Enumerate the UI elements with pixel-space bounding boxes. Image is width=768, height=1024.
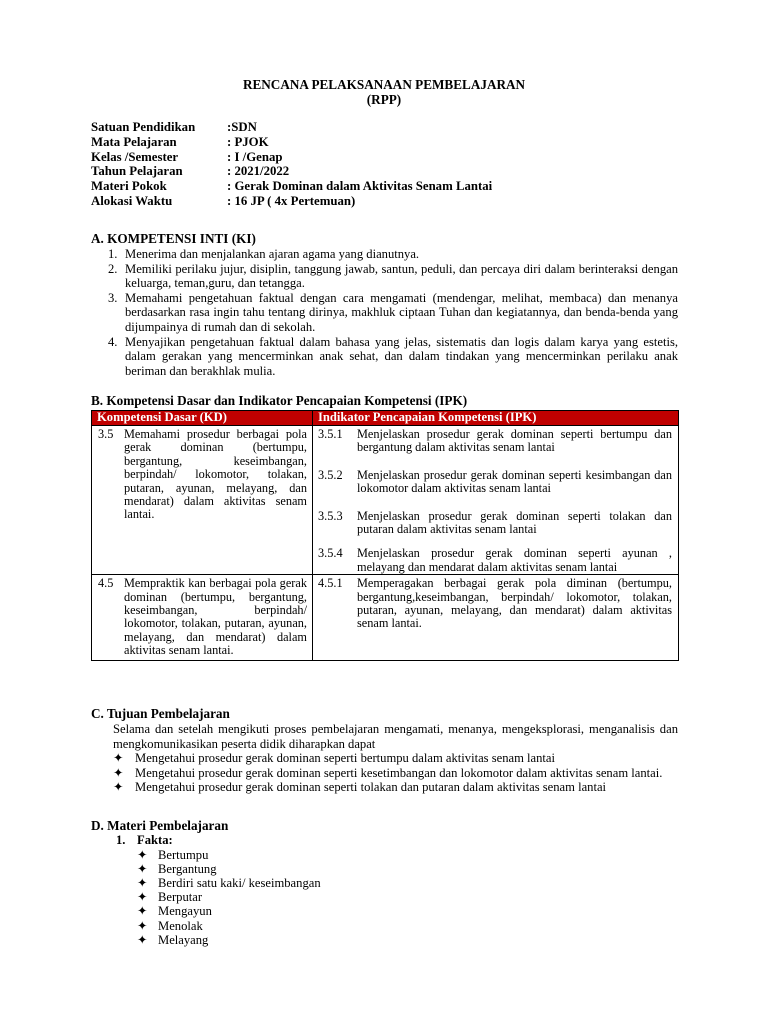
bullet-star-icon: ✦	[113, 765, 124, 780]
ipk-text: Menjelaskan prosedur gerak dominan seperti tolakan dan putaran dalam aktivitas senam lantai	[357, 508, 672, 537]
section-c-heading: C. Tujuan Pembelajaran	[91, 706, 230, 721]
ipk-item	[318, 510, 672, 537]
list-text: Bertumpu	[158, 847, 209, 862]
ipk-text: Menjelaskan prosedur gerak dominan seperti ayunan , melayang dan mendarat dalam aktivitas senam lantai	[357, 546, 672, 574]
list-item	[108, 247, 678, 262]
table-row	[92, 426, 679, 575]
list-item	[137, 848, 321, 862]
kd-number: 3.5	[98, 427, 114, 441]
kd-cell	[92, 426, 313, 575]
document-title: RENCANA PELAKSANAAN PEMBELAJARAN	[242, 77, 526, 92]
ipk-number: 4.5.1	[318, 576, 343, 591]
list-text: Mengetahui prosedur gerak dominan seperti tolakan dan putaran dalam aktivitas senam lantai	[135, 780, 607, 795]
list-item	[137, 904, 321, 918]
info-label: Alokasi Waktu	[91, 193, 173, 208]
info-label: Tahun Pelajaran	[91, 164, 183, 179]
ipk-number: 3.5.1	[318, 427, 343, 441]
ipk-cell	[313, 426, 679, 575]
list-item	[108, 262, 678, 291]
section-d-heading: D. Materi Pembelajaran	[91, 818, 229, 833]
info-label: Materi Pokok	[91, 179, 167, 194]
bullet-star-icon: ✦	[113, 780, 124, 795]
list-text: Mengayun	[158, 904, 212, 919]
ipk-cell	[313, 575, 679, 660]
info-row	[91, 150, 492, 165]
sub-label: Fakta:	[137, 833, 173, 847]
ipk-item	[318, 547, 672, 574]
objectives-block	[113, 722, 678, 795]
list-text: Memahami pengetahuan faktual dengan cara mengamati (mendengar, melihat, membaca) dan menanya berdasarkan rasa ingin tahu tentang dirinya, makhluk ciptaan Tuhan dan kegiatannya, dan benda-benda yang dijumpainya di rumah dan di sekolah.	[125, 290, 678, 334]
bullet-star-icon: ✦	[137, 890, 148, 905]
ipk-number: 3.5.3	[318, 508, 343, 523]
list-item	[137, 862, 321, 876]
list-item	[113, 751, 678, 766]
kd-number: 4.5	[98, 576, 114, 591]
ipk-number: 3.5.2	[318, 467, 343, 482]
identity-block	[91, 120, 492, 209]
info-label: Satuan Pendidikan	[91, 120, 196, 134]
sub-number: 1.	[116, 833, 126, 847]
list-text: Mengetahui prosedur gerak dominan seperti kesetimbangan dan lokomotor dalam aktivitas senam lantai.	[135, 765, 663, 780]
bullet-star-icon: ✦	[137, 847, 148, 862]
list-item	[137, 933, 321, 947]
info-value: : Gerak Dominan dalam Aktivitas Senam Lantai	[227, 179, 493, 194]
info-value: : I /Genap	[227, 149, 283, 164]
document-subtitle: (RPP)	[366, 92, 402, 107]
list-text: Menerima dan menjalankan ajaran agama yang dianutnya.	[125, 247, 420, 261]
table-header-row	[92, 411, 679, 426]
ipk-text: Menjelaskan prosedur gerak dominan seperti bertumpu dan bergantung dalam aktivitas senam lantai	[357, 427, 672, 455]
info-row	[91, 120, 492, 135]
kd-ipk-table	[91, 410, 679, 661]
list-text: Menyajikan pengetahuan faktual dalam bahasa yang jelas, sistematis dan logis dalam karya yang estetis, dalam gerakan yang mencerminkan anak sehat, dan dalam tindakan yang mencerminkan perilaku anak beriman dan berakhlak mulia.	[125, 334, 678, 378]
kd-text: Mempraktik kan berbagai pola gerak dominan (bertumpu, bergantung, keseimbangan, berpindah/ lokomotor, tolakan, putaran, ayunan, melayang, dan mendarat) dalam aktivitas senam lantai.	[124, 576, 307, 658]
bullet-star-icon: ✦	[137, 861, 148, 876]
info-value: : 2021/2022	[227, 164, 290, 179]
list-number: 3.	[108, 290, 118, 305]
bullet-star-icon: ✦	[113, 751, 124, 766]
ipk-item	[318, 577, 672, 631]
list-number: 4.	[108, 334, 118, 349]
header-ipk: Indikator Pencapaian Kompetensi (IPK)	[313, 411, 679, 426]
list-item	[113, 780, 678, 795]
table-row	[92, 575, 679, 660]
list-text: Mengetahui prosedur gerak dominan seperti bertumpu dalam aktivitas senam lantai	[135, 751, 556, 766]
info-row	[91, 179, 492, 194]
section-a-heading: A. KOMPETENSI INTI (KI)	[91, 231, 256, 246]
bullet-star-icon: ✦	[137, 932, 148, 947]
list-number: 2.	[108, 261, 118, 276]
list-text: Memiliki perilaku jujur, disiplin, tanggung jawab, santun, peduli, dan percaya diri dalam berinteraksi dengan keluarga, teman,guru, dan tetangga.	[125, 261, 678, 291]
list-item	[137, 876, 321, 890]
ipk-item	[318, 469, 672, 496]
objectives-intro: Selama dan setelah mengikuti proses pembelajaran mengamati, menanya, mengeksplorasi, menganalisis dan mengkomunikasikan peserta didik diharapkan dapat	[113, 722, 678, 751]
kd-text: Memahami prosedur berbagai pola gerak dominan (bertumpu, bergantung, keseimbangan, berpindah/ lokomotor, tolakan, putaran, ayunan, melayang, dan mendarat) dalam aktivitas senam lantai.	[124, 427, 307, 522]
info-row	[91, 194, 492, 209]
bullet-star-icon: ✦	[137, 918, 148, 933]
list-number: 1.	[108, 247, 118, 261]
list-item	[137, 919, 321, 933]
kd-cell	[92, 575, 313, 660]
fakta-list	[137, 848, 321, 947]
info-row	[91, 164, 492, 179]
ipk-item	[318, 428, 672, 455]
info-value: : 16 JP ( 4x Pertemuan)	[227, 193, 356, 208]
info-value: : PJOK	[227, 134, 269, 149]
bullet-star-icon: ✦	[137, 875, 148, 890]
list-text: Berputar	[158, 890, 203, 905]
section-b-heading: B. Kompetensi Dasar dan Indikator Pencapaian Kompetensi (IPK)	[91, 393, 468, 408]
info-row	[91, 135, 492, 150]
list-item	[137, 890, 321, 904]
list-text: Menolak	[158, 918, 203, 933]
list-text: Berdiri satu kaki/ keseimbangan	[158, 875, 321, 890]
info-value: :SDN	[227, 120, 257, 134]
list-item	[108, 335, 678, 379]
bullet-star-icon: ✦	[137, 904, 148, 919]
info-label: Mata Pelajaran	[91, 134, 177, 149]
list-text: Bergantung	[158, 861, 217, 876]
ipk-text: Memperagakan berbagai gerak pola diminan (bertumpu, bergantung,keseimbangan, berpindah/ lokomotor, tolakan, putaran, ayunan, melayang, dan mendarat) dalam aktivitas senam lantai.	[357, 576, 672, 631]
list-item	[108, 291, 678, 335]
fakta-block	[116, 833, 321, 947]
ipk-text: Menjelaskan prosedur gerak dominan seperti kesimbangan dan lokomotor dalam aktivitas senam lantai	[357, 467, 672, 496]
list-item	[113, 766, 678, 781]
list-text: Melayang	[158, 932, 209, 947]
ki-list	[108, 247, 678, 378]
info-label: Kelas /Semester	[91, 149, 179, 164]
ipk-number: 3.5.4	[318, 546, 343, 561]
header-kd: Kompetensi Dasar (KD)	[92, 411, 313, 426]
